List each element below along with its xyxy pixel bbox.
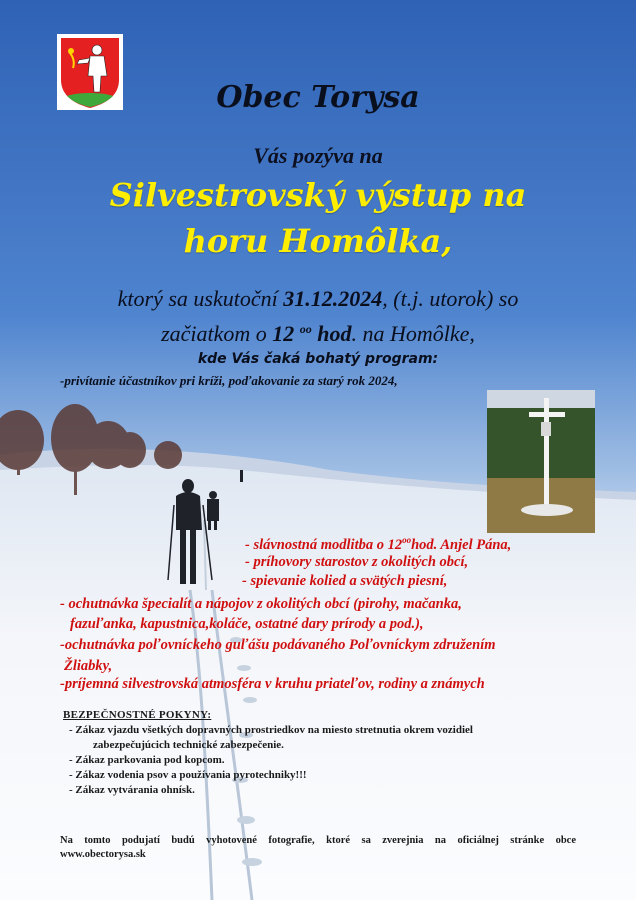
- program-item-tasting-cont: fazuľanka, kapustnica,koláče, ostatné dary prírody a pod.),: [70, 616, 424, 632]
- website-link[interactable]: www.obectorysa.sk: [60, 849, 146, 860]
- program-item-goulash-cont: Žliabky,: [64, 658, 113, 674]
- photo-notice: [60, 834, 576, 862]
- event-date-block: [0, 284, 636, 349]
- event-date: 31.12.2024: [283, 286, 383, 311]
- date-line: ktorý sa uskutoční 31.12.2024, (t.j. utorok) so: [117, 286, 519, 311]
- program-item-speeches: - príhovory starostov z okolitých obcí,: [245, 554, 469, 570]
- program-heading: kde Vás čaká bohatý program:: [197, 351, 439, 367]
- event-time: 12 $^{oo}$ hod: [272, 321, 352, 346]
- cross-photo: [487, 390, 595, 533]
- event-title-line1: Silvestrovský výstup na: [109, 176, 527, 214]
- safety-rule: - Zákaz parkovania pod kopcom.: [69, 754, 225, 766]
- safety-rules: [63, 708, 473, 798]
- program-item-atmosphere: -príjemná silvestrovská atmosféra v kruhu priateľov, rodiny a známych: [60, 676, 485, 692]
- photo-notice-text: Na tomto podujatí budú vyhotovené fotografie, ktoré sa zverejnia na oficiálnej stránke obce: [60, 835, 576, 846]
- event-title: [0, 172, 636, 264]
- program-item-carols: - spievanie kolied a svätých piesní,: [242, 573, 448, 589]
- event-title-line2: horu Homôlka,: [183, 222, 453, 260]
- program-item-tasting: - ochutnávka špecialít a nápojov z okolitých obcí (pirohy, mačanka,: [60, 596, 462, 612]
- program-item-welcome: -privítanie účastníkov pri kríži, poďakovanie za starý rok 2024,: [60, 373, 398, 388]
- village-title: Obec Torysa: [216, 80, 420, 115]
- time-line: začiatkom o 12 $^{oo}$ hod. na Homôlke,: [161, 321, 475, 346]
- program-item-prayer: - slávnostná modlitba o $12^{oo}hod$. Anjel Pána,: [245, 535, 512, 553]
- program-item-goulash: -ochutnávka poľovníckeho guľášu podávaného Poľovníckym združením: [60, 637, 496, 653]
- invitation-text: Vás pozýva na: [253, 143, 383, 168]
- safety-rule: - Zákaz vodenia psov a používania pyrotechniky!!!: [69, 769, 307, 781]
- safety-rule: zabezpečujúcich technické zabezpečenie.: [93, 739, 284, 751]
- safety-rule: - Zákaz vjazdu všetkých dopravných prostriedkov na miesto stretnutia okrem vozidiel: [69, 724, 473, 736]
- safety-rule: - Zákaz vytvárania ohnísk.: [69, 784, 195, 796]
- safety-heading: BEZPEČNOSTNÉ POKYNY:: [63, 709, 212, 721]
